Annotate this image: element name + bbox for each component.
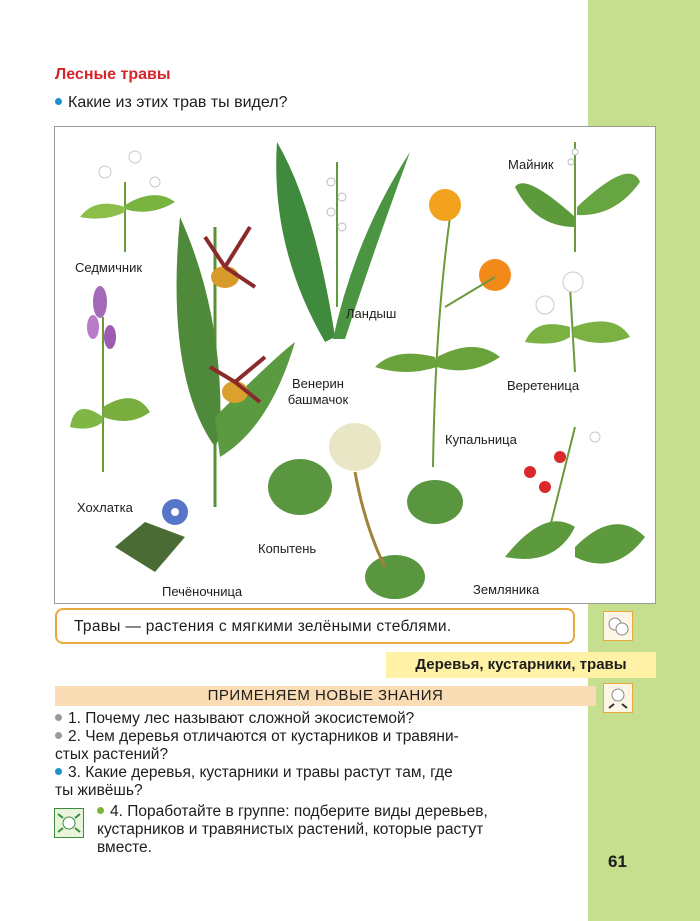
plant-label-bashmachok: башмачок: [287, 392, 349, 407]
plant-label-zemlyanika: Земляника: [473, 582, 540, 597]
plants-drawing: [55, 127, 655, 603]
sedmichnik-plant: [80, 151, 175, 252]
page-number: 61: [608, 852, 627, 871]
discussion-icon: [603, 683, 633, 713]
intro-question-text: Какие из этих трав ты видел?: [68, 94, 288, 111]
plant-label-khokhlatka: Хохлатка: [77, 500, 133, 515]
bullet-icon: [97, 807, 104, 814]
khokhlatka-plant: [70, 286, 150, 472]
question-text: стых растений?: [55, 746, 169, 763]
veretenitsa-plant: [525, 272, 630, 372]
question-item: [97, 821, 587, 839]
plant-label-kupalnitsa: Купальница: [445, 432, 517, 447]
plant-label-veretenitsa: Веретеница: [507, 378, 580, 393]
plants-illustration: [54, 126, 656, 604]
question-item: [55, 728, 585, 746]
zemlyanika-plant: [505, 427, 645, 564]
questions-list: [55, 710, 585, 800]
question-text: 3. Какие деревья, кустарники и травы растут там, где: [68, 764, 453, 781]
plant-label-sedmichnik: Седмичник: [75, 260, 143, 275]
bullet-icon: [55, 768, 62, 775]
plant-label-venerin: Венерин: [292, 376, 344, 391]
question-text: 2. Чем деревья отличаются от кустарников и травяни-: [68, 728, 459, 745]
question-text: 4. Поработайте в группе: подберите виды деревьев,: [110, 803, 488, 820]
question-item: [97, 803, 587, 821]
question-text: 1. Почему лес называют сложной экосистемой?: [68, 710, 415, 727]
question-text: кустарников и травянистых растений, которые растут: [97, 821, 484, 838]
question-item: [55, 764, 585, 782]
bullet-icon: [55, 732, 62, 739]
question-4: [97, 803, 587, 857]
definition-text: Травы — растения с мягкими зелёными стеблями.: [74, 618, 452, 635]
remember-icon: [603, 611, 633, 641]
question-item: [97, 839, 587, 857]
venerin-bashmachok-plant: [177, 217, 295, 507]
apply-knowledge-header: ПРИМЕНЯЕМ НОВЫЕ ЗНАНИЯ: [55, 686, 596, 706]
question-text: вместе.: [97, 839, 152, 856]
topic-banner: Деревья, кустарники, травы: [386, 652, 656, 678]
kupalnitsa-plant: [375, 189, 511, 467]
section-title: Лесные травы: [55, 66, 171, 83]
plant-label-pechenochnitsa: Печёночница: [162, 584, 243, 599]
bullet-icon: [55, 714, 62, 721]
plant-label-landysh: Ландыш: [346, 306, 397, 321]
question-item: [55, 710, 585, 728]
group-work-icon: [54, 808, 84, 838]
plant-label-mainik: Майник: [508, 157, 554, 172]
question-item: [55, 746, 585, 764]
question-item: [55, 782, 585, 800]
bullet-icon: [55, 98, 62, 105]
plant-label-kopyten: Копытень: [258, 541, 317, 556]
question-text: ты живёшь?: [55, 782, 143, 799]
intro-question: [55, 94, 287, 112]
